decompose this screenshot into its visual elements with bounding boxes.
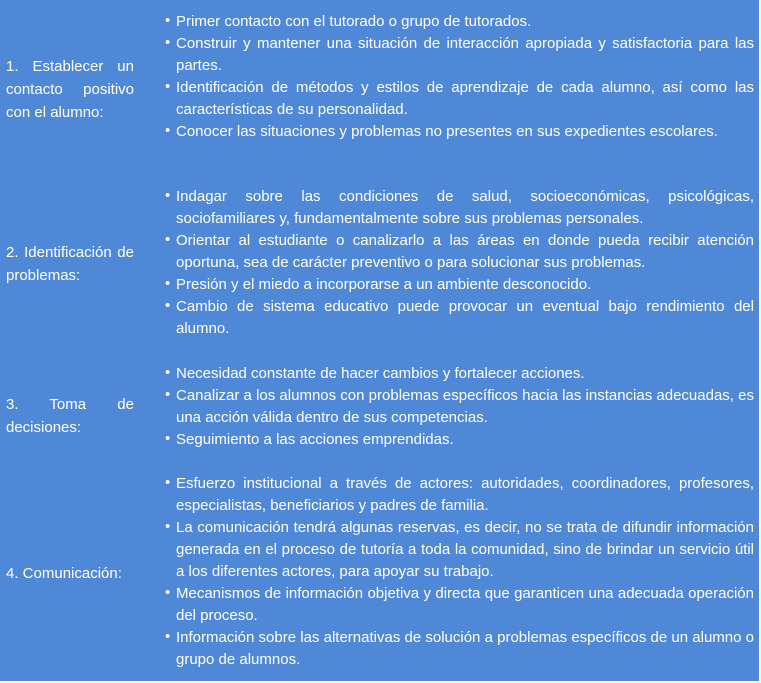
bullet-icon: •: [165, 430, 171, 447]
bullet-list: [158, 473, 759, 671]
list-item: • Cambio de sistema educativo puede provocar un eventual bajo rendimiento del alumno.: [165, 297, 754, 337]
phase-items-cell: [158, 11, 759, 143]
bullet-icon: •: [165, 364, 171, 381]
phase-items-cell: [158, 473, 759, 671]
bullet-icon: •: [165, 584, 171, 601]
list-item: • Orientar al estudiante o canalizarlo a las áreas en donde pueda recibir atención oportuna, sea de carácter preventivo o para solucionar sus problemas.: [165, 231, 754, 271]
table-row: [0, 473, 759, 673]
bullet-icon: •: [165, 122, 171, 139]
phase-label-cell: [0, 186, 158, 341]
phase-items-cell: [158, 186, 759, 340]
list-item: • Conocer las situaciones y problemas no presentes en sus expedientes escolares.: [165, 122, 718, 140]
phase-label: 2. Identificación de problemas:: [6, 244, 134, 284]
list-item: • Mecanismos de información objetiva y directa que garanticen una adecuada operación del proceso.: [165, 584, 754, 624]
list-item: • Construir y mantener una situación de interacción apropiada y satisfactoria para las partes.: [165, 34, 754, 74]
bullet-icon: •: [165, 78, 171, 95]
phase-label-cell: [0, 473, 158, 673]
phase-label-cell: [0, 11, 158, 166]
table-row: [0, 363, 759, 453]
bullet-icon: •: [165, 297, 171, 314]
list-item: • Seguimiento a las acciones emprendidas.: [165, 430, 454, 448]
bullet-icon: •: [165, 231, 171, 248]
bullet-icon: •: [165, 628, 171, 645]
list-item: • La comunicación tendrá algunas reservas, es decir, no se trata de difundir información generada en el proceso de tutoría a toda la comunidad, sino de brindar un servicio útil a los diferentes actores, para apoyar su trabajo.: [165, 518, 754, 580]
bullet-icon: •: [165, 187, 171, 204]
bullet-list: [158, 363, 759, 451]
phase-items-cell: [158, 363, 759, 451]
list-item: • Esfuerzo institucional a través de actores: autoridades, coordinadores, profesores, especialistas, beneficiarios y padres de familia.: [165, 474, 754, 514]
bullet-icon: •: [165, 518, 171, 535]
bullet-icon: •: [165, 34, 171, 51]
list-item: • Primer contacto con el tutorado o grupo de tutorados.: [165, 12, 532, 30]
list-item: • Información sobre las alternativas de solución a problemas específicos de un alumno o grupo de alumnos.: [165, 628, 754, 668]
bullet-icon: •: [165, 386, 171, 403]
list-item: • Presión y el miedo a incorporarse a un ambiente desconocido.: [165, 275, 592, 293]
phase-label: 4. Comunicación:: [6, 565, 122, 582]
phase-label-cell: [0, 363, 158, 453]
bullet-list: [158, 11, 759, 143]
list-item: • Canalizar a los alumnos con problemas específicos hacia las instancias adecuadas, es una acción válida dentro de sus competencias.: [165, 386, 754, 426]
list-item: • Necesidad constante de hacer cambios y fortalecer acciones.: [165, 364, 585, 382]
phase-label: 1. Establecer un contacto positivo con el alumno:: [6, 58, 134, 121]
list-item: • Indagar sobre las condiciones de salud, socioeconómicas, psicológicas, sociofamiliares y, fundamentalmente sobre sus problemas personales.: [165, 187, 754, 227]
bullet-icon: •: [165, 12, 171, 29]
bullet-icon: •: [165, 275, 171, 292]
table-row: [0, 186, 759, 341]
list-item: • Identificación de métodos y estilos de aprendizaje de cada alumno, así como las características de su personalidad.: [165, 78, 754, 118]
bullet-icon: •: [165, 474, 171, 491]
phase-label: 3. Toma de decisiones:: [6, 396, 134, 436]
bullet-list: [158, 186, 759, 340]
table-row: [0, 11, 759, 166]
